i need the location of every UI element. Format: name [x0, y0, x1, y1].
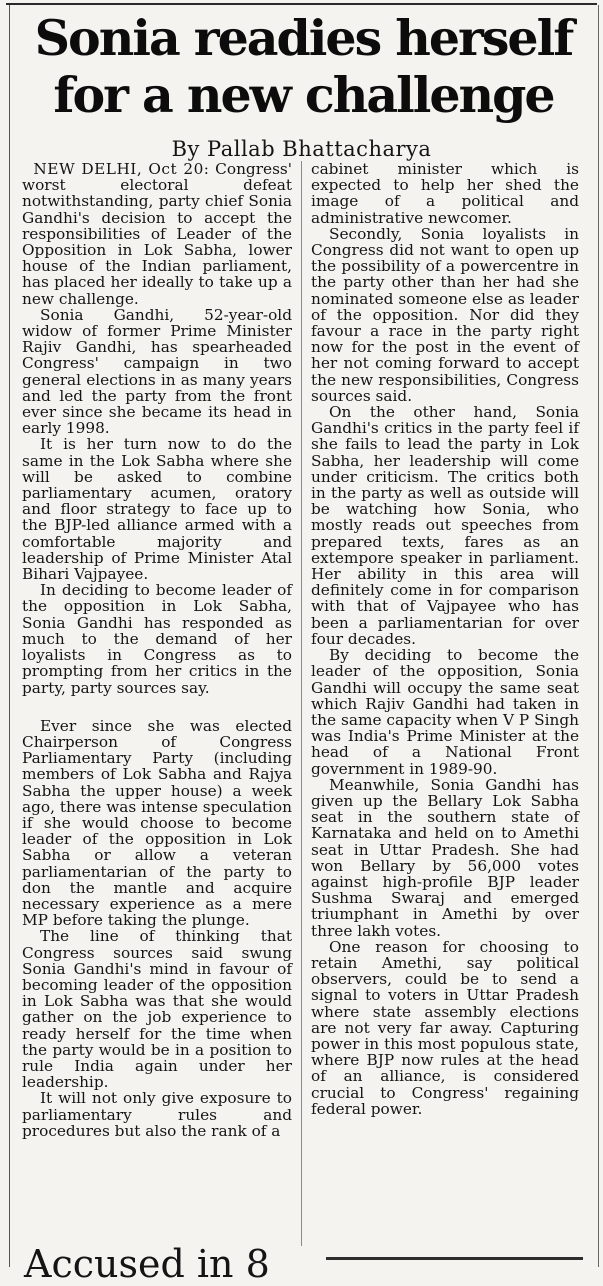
top-rule — [6, 3, 597, 5]
paragraph: It will not only give exposure to parliamentary rules and procedures but also the rank of a — [22, 1089, 292, 1140]
paragraph: One reason for choosing to retain Amethi, say political observers, could be to send a signal to voters in Uttar Pradesh where state assembly elections are not very far away. Capturing power in this most populous state, where BJP now rules at the head of an alliance, is considered crucial to Congress' regaining federal power. — [311, 937, 579, 1118]
right-rule — [598, 5, 599, 1267]
right-column — [311, 161, 579, 1117]
paragraph: Meanwhile, Sonia Gandhi has given up the Bellary Lok Sabha seat in the southern state of Karnataka and held on to Amethi seat in Uttar Pradesh. She had won Bellary by 56,000 votes against high-profile BJP leader Sushma Swaraj and emerged triumphant in Amethi by over three lakh votes. — [311, 775, 579, 940]
headline-line-1: Sonia readies herself — [34, 9, 573, 67]
left-column — [22, 161, 292, 1139]
paragraph: Sonia Gandhi, 52-year-old widow of former Prime Minister Rajiv Gandhi, has spearheaded Congress' campaign in two general elections in as many years and led the party from the front ever since she became its head in early 1998. — [22, 305, 292, 438]
paragraph: In deciding to become leader of the opposition in Lok Sabha, Sonia Gandhi has responded as much to the demand of her loyalists in Congress as to prompting from her critics in the party, party sources say. — [22, 581, 292, 697]
dateline: NEW DELHI, Oct 20: — [33, 160, 210, 178]
paragraph: By deciding to become the leader of the opposition, Sonia Gandhi will occupy the same seat which Rajiv Gandhi had taken in the same capacity when V P Singh was India's Prime Minister at the head of a National Front government in 1989-90. — [311, 646, 579, 778]
next-article-rule — [326, 1257, 583, 1260]
next-article-headline: Accused in 8 — [24, 1242, 270, 1286]
paragraph — [22, 161, 292, 307]
paragraph: The line of thinking that Congress sources said swung Sonia Gandhi's mind in favour of becoming leader of the opposition in Lok Sabha was that she would gather on the job experience to ready herself for the time when the party would be in a position to rule India again under her leadership. — [22, 927, 292, 1092]
paragraph: On the other hand, Sonia Gandhi's critics in the party feel if she fails to lead the party in Lok Sabha, her leadership will come under criticism. The critics both in the party as well as outside will be watching how Sonia, who mostly reads out speeches from prepared texts, fares as an extempore speaker in parliament. Her ability in this area will definitely come in for comparison with that of Vajpayee who has been a parliamentarian for over four decades. — [311, 403, 579, 648]
paragraph: Secondly, Sonia loyalists in Congress did not want to open up the possibility of a powercentre in the party other than her had she nominated someone else as leader of the opposition. Nor did they favour a race in the party right now for the post in the event of her not coming forward to accept the new responsibilities, Congress sources said. — [311, 224, 579, 405]
left-rule — [9, 5, 10, 1267]
column-divider — [301, 161, 302, 1246]
byline: By Pallab Bhattacharya — [171, 137, 432, 161]
headline — [14, 10, 593, 124]
paragraph: Ever since she was elected Chairperson of Congress Parliamentary Party (including members of Lok Sabha and Rajya Sabha the upper house) a week ago, there was intense speculation if she would choose to become leader of the opposition in Lok Sabha or allow a veteran parliamentarian of the party to don the mantle and acquire necessary experience as a mere MP before taking the plunge. — [22, 716, 292, 930]
paragraph: cabinet minister which is expected to help her shed the image of a political and administrative newcomer. — [311, 160, 579, 227]
paragraph-text: Congress' worst electoral defeat notwithstanding, party chief Sonia Gandhi's decision to accept the responsibilities of Leader of the Opposition in Lok Sabha, lower house of the Indian parliament, has placed her ideally to take up a new challenge. — [22, 160, 292, 308]
headline-line-2: for a new challenge — [53, 66, 554, 124]
paragraph: It is her turn now to do the same in the Lok Sabha where she will be asked to combine parliamentary acumen, oratory and floor strategy to face up to the BJP-led alliance armed with a comfortable majority and leadership of Prime Minister Atal Bihari Vajpayee. — [22, 435, 292, 584]
